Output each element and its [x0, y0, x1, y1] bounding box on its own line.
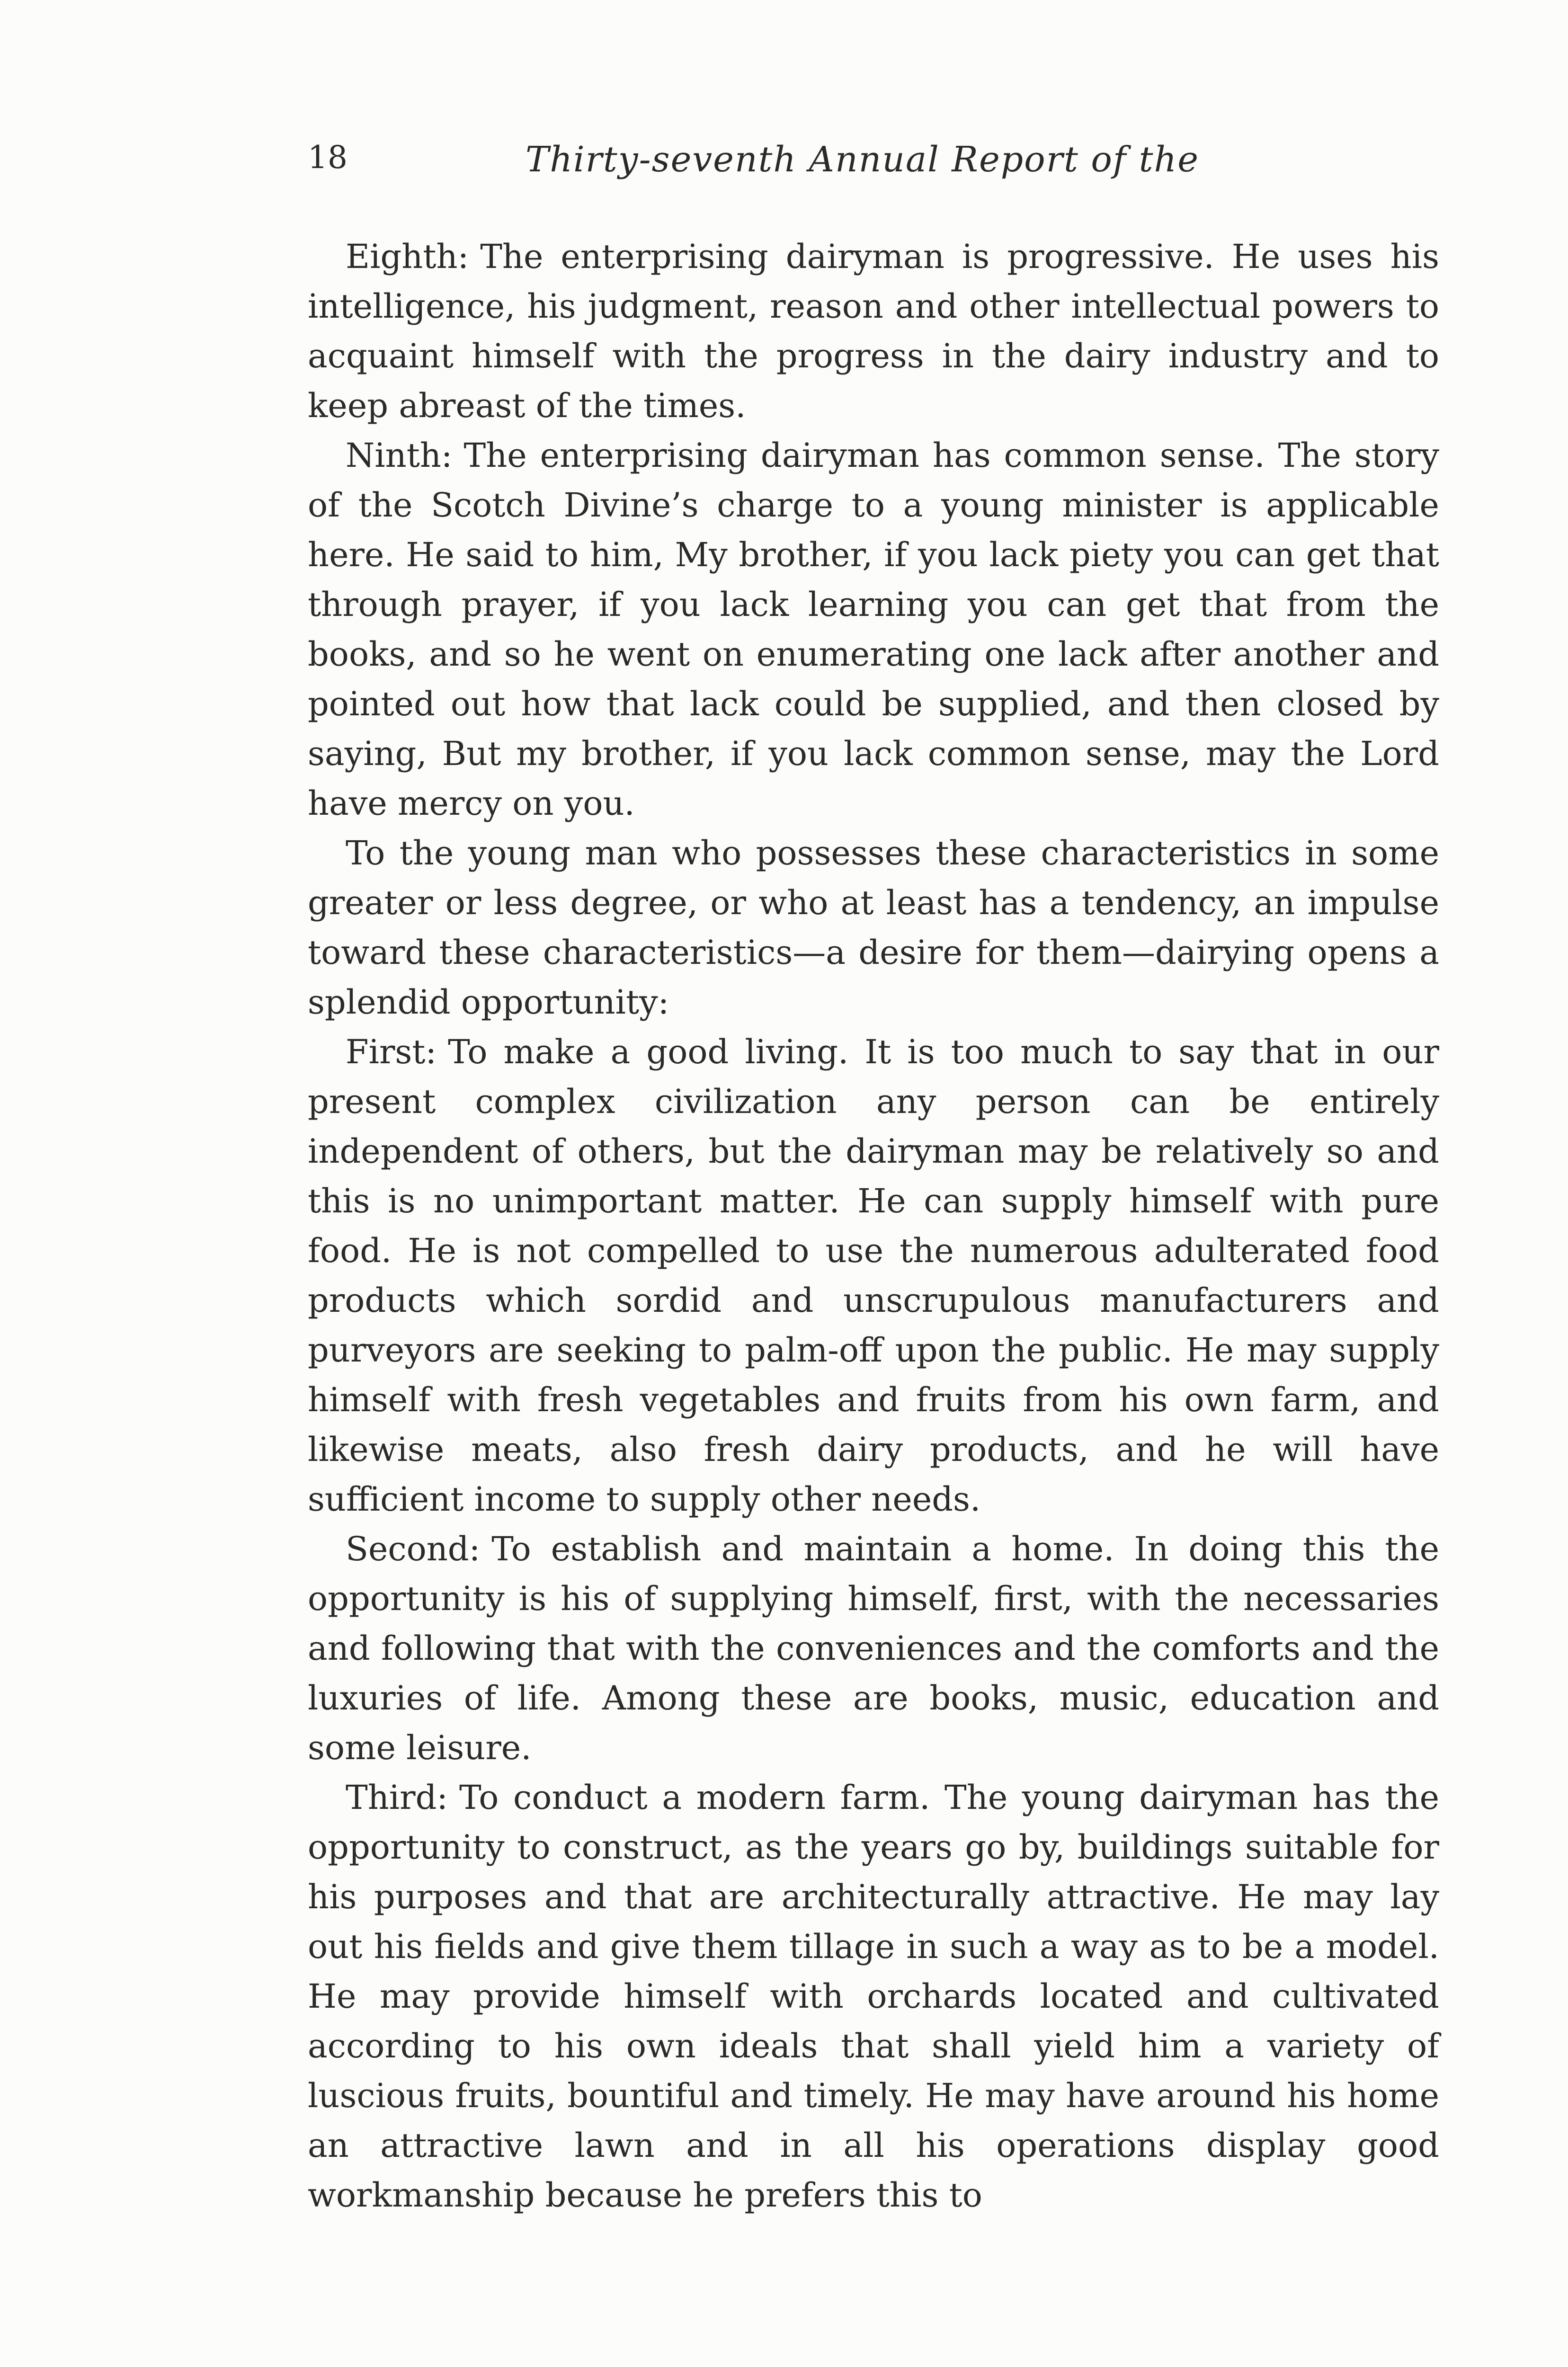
- paragraph-lead: First:: [346, 1032, 437, 1071]
- paragraph-lead: Third:: [346, 1778, 448, 1817]
- paragraph-text: The enterprising dairyman is progressive. He uses his intelligence, his judgment, reason and other intellectual powers to acquaint himself with the progress in the dairy industry and to keep abreast of the times.: [308, 237, 1439, 425]
- paragraph-second: [308, 1524, 1439, 1773]
- paragraph-text: To conduct a modern farm. The young dairyman has the opportunity to construct, as the years go by, buildings suitable for his purposes and that are architecturally attractive. He may lay out his fields and give them tillage in such a way as to be a model. He may provide himself with orchards located and cultivated according to his own ideals that shall yield him a variety of luscious fruits, bountiful and timely. He may have around his home an attractive lawn and in all his operations display good workmanship because he prefers this to: [308, 1778, 1439, 2215]
- paragraph-text: The enterprising dairyman has common sense. The story of the Scotch Divine’s charge to a young minister is applicable here. He said to him, My brother, if you lack piety you can get that through prayer, if you lack learning you can get that from the books, and so he went on enumerating one lack after another and pointed out how that lack could be supplied, and then closed by saying, But my brother, if you lack common sense, may the Lord have mercy on you.: [308, 436, 1439, 823]
- paragraph-lead: Second:: [346, 1530, 481, 1568]
- paragraph-ninth: [308, 431, 1439, 828]
- paragraph-third: [308, 1773, 1439, 2220]
- paragraph-lead: Ninth:: [346, 436, 453, 475]
- paragraph-eighth: [308, 232, 1439, 431]
- paragraph-text: To make a good living. It is too much to say that in our present complex civilization any person can be entirely independent of others, but the dairyman may be relatively so and this is no unimportant matter. He can supply himself with pure food. He is not compelled to use the numerous adulterated food products which sordid and unscrupulous manufacturers and purveyors are seeking to palm-off upon the public. He may supply himself with fresh vegetables and fruits from his own farm, and likewise meats, also fresh dairy products, and he will have sufficient income to supply other needs.: [308, 1032, 1439, 1519]
- paragraph-opportunity: [308, 828, 1439, 1027]
- page-header: [308, 139, 1255, 199]
- body-text: [308, 232, 1439, 2220]
- page-number: 18: [308, 139, 347, 176]
- paragraph-text: To the young man who possesses these characteristics in some greater or less degree, or who at least has a tendency, an impulse toward these characteristics—a desire for them—dairying opens a splendid opportunity:: [308, 834, 1439, 1022]
- running-title: Thirty-seventh Annual Report of the: [526, 139, 1199, 180]
- paragraph-first: [308, 1027, 1439, 1524]
- paragraph-lead: Eighth:: [346, 237, 469, 276]
- paragraph-text: To establish and maintain a home. In doing this the opportunity is his of supplying himself, first, with the necessaries and following that with the conveniences and the comforts and the luxuries of life. Among these are books, music, education and some leisure.: [308, 1530, 1439, 1767]
